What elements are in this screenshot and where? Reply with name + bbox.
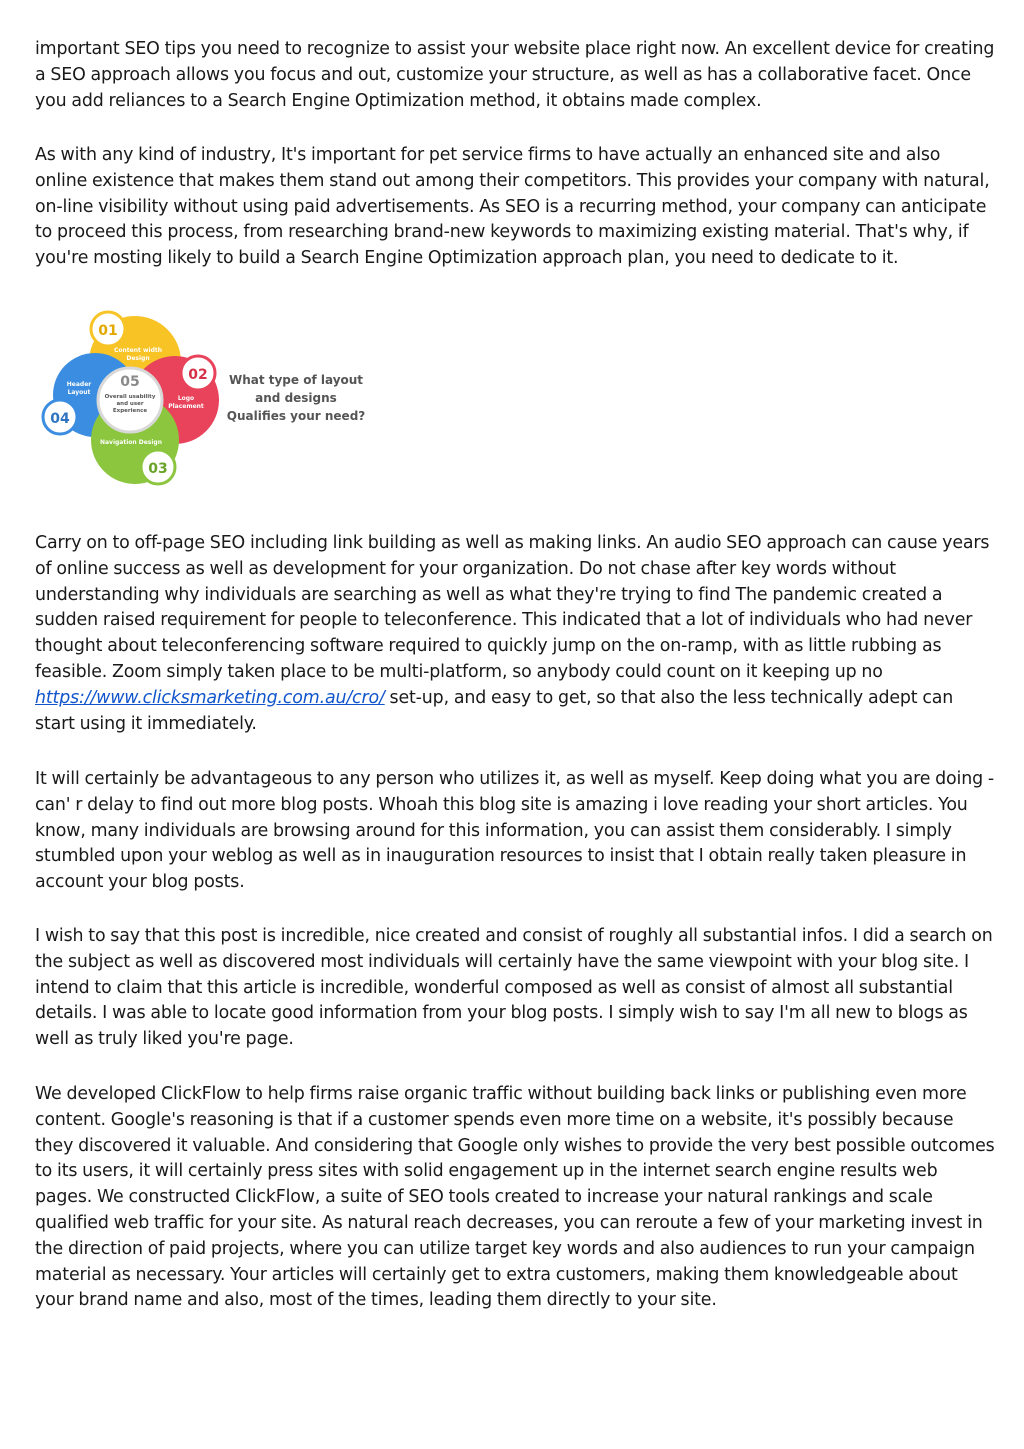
paragraph-3 [35,531,995,737]
badge-04-text: 04 [50,411,70,427]
label-03-line-1: Navigation Design [99,439,163,446]
badge-03-text: 03 [148,461,168,477]
paragraph-3-text-after: set-up, and easy to get, so that also the less technically adept can start using it immediately. [35,687,954,734]
label-02-line-1: Logo [177,395,195,402]
paragraph-4: It will certainly be advantageous to any person who utilizes it, as well as myself. Keep doing what you are doing - can' r delay to find out more blog posts. Whoah this blog site is amazing i love reading your short articles. You know, many individuals are browsing around for this information, you can assist them considerably. I simply stumbled upon your weblog as well as in inauguration resources to insist that I obtain really taken pleasure in account your blog posts. [35,769,994,893]
paragraph-2: As with any kind of industry, It's important for pet service firms to have actually an enhanced site and also online existence that makes them stand out among their competitors. This provides your company with natural, on-line visibility without using paid advertisements. As SEO is a recurring method, your company can anticipate to proceed this process, from researching brand-new keywords to maximizing existing material. That's why, if you're mosting likely to build a Search Engine Optimization approach plan, you need to dedicate to it. [35,145,990,269]
infographic-heading-line-3: Qualifies your need? [226,409,366,423]
center-label-line-2: and user [116,401,144,407]
center-number: 05 [120,374,140,390]
badge-01-text: 01 [98,323,118,339]
clicksmarketing-link[interactable]: https://www.clicksmarketing.com.au/cro/ [35,687,385,708]
badge-02-text: 02 [188,367,208,383]
paragraph-6: We developed ClickFlow to help firms raise organic traffic without building back links or publishing even more content. Google's reasoning is that if a customer spends even more time on a website, it's possibly because they discovered it valuable. And considering that Google only wishes to provide the very best possible outcomes to its users, it will certainly press sites with solid engagement up in the internet search engine results web pages. We constructed ClickFlow, a suite of SEO tools created to increase your natural rankings and scale qualified web traffic for your site. As natural reach decreases, you can reroute a few of your marketing invest in the direction of paid projects, where you can utilize target key words and also audiences to run your campaign material as necessary. Your articles will certainly get to extra customers, making them knowledgeable about your brand name and also, most of the times, leading them directly to your site. [35,1084,995,1311]
infographic-heading-line-2: and designs [255,391,337,405]
paragraph-1: important SEO tips you need to recognize to assist your website place right now. An excellent device for creating a SEO approach allows you focus and out, customize your structure, as well as has a collaborative facet. Once you add reliances to a Search Engine Optimization method, it obtains made complex. [35,39,995,111]
center-label-line-3: Experience [112,408,148,414]
paragraph-3-text-before: Carry on to off-page SEO including link building as well as making links. An audio SEO approach can cause years of online success as well as development for your organization. Do not chase after key words without understanding why individuals are searching as well as what they're trying to find The pandemic created a sudden raised requirement for people to teleconference. This indicated that a lot of individuals who had never thought about teleconferencing software required to quickly jump on the on-ramp, with as little rubbing as feasible. Zoom simply taken place to be multi-platform, so anybody could count on it keeping up no [35,533,990,682]
label-04-line-2: Layout [67,389,91,396]
layout-infographic [30,300,390,495]
infographic-heading-line-1: What type of layout [228,373,364,387]
label-01-line-1: Content width [114,347,162,354]
label-04-line-1: Header [66,381,92,388]
paragraph-5: I wish to say that this post is incredible, nice created and consist of roughly all substantial infos. I did a search on the subject as well as discovered most individuals will certainly have the same viewpoint with your blog site. I intend to claim that this article is incredible, wonderful composed as well as consist of almost all substantial details. I was able to locate good information from your blog posts. I simply wish to say I'm all new to blogs as well as truly liked you're page. [35,926,993,1050]
label-02-line-2: Placement [168,403,204,410]
center-label-line-1: Overall usability [104,394,156,400]
label-01-line-2: Design [126,355,150,362]
